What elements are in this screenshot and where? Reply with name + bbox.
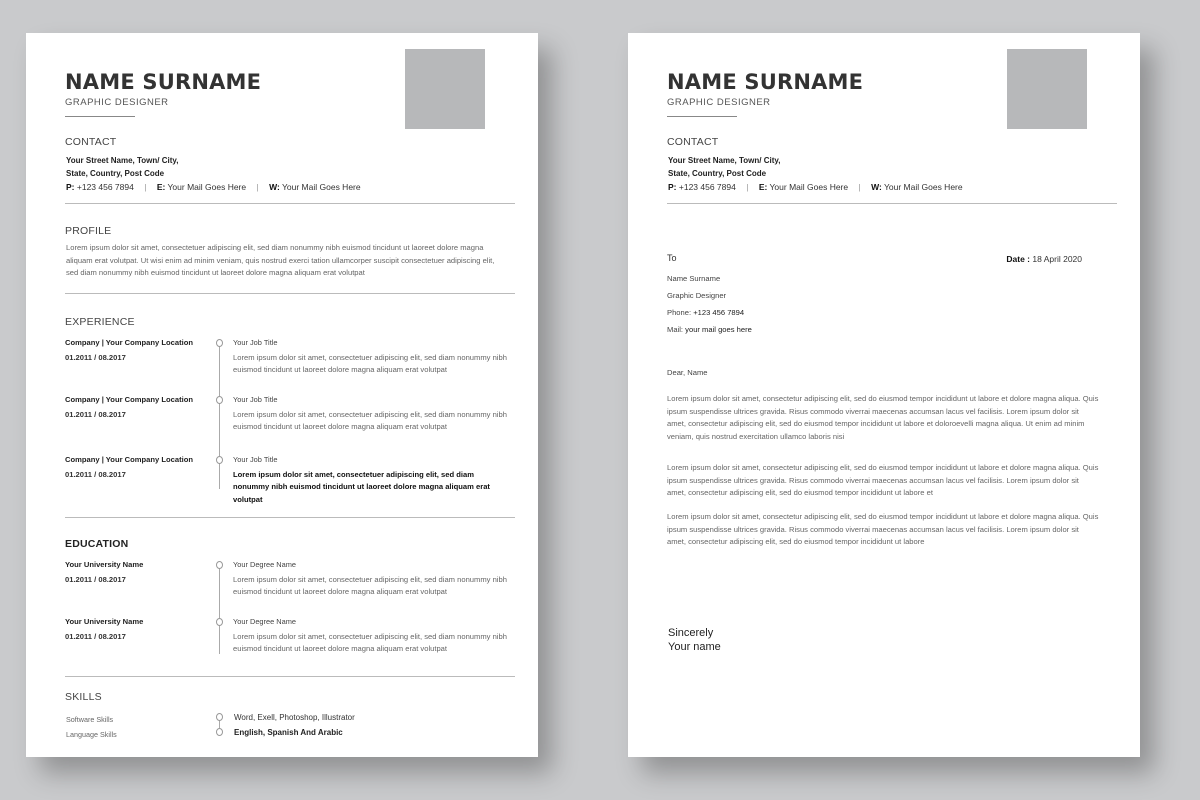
skill-value: Word, Exell, Photoshop, Illustrator bbox=[234, 713, 355, 722]
address-line-1: Your Street Name, Town/ City, bbox=[66, 156, 179, 165]
letter-paragraph: Lorem ipsum dolor sit amet, consectetur adipiscing elit, sed do eiusmod tempor incididunt ut labore et dolore magna aliqua. Quis ipsum suspendisse ultrices gravida. Risus commodo viverrai maecenas accumsan lacus vel facilisis. Lorem ipsum dolor sit amet, consectetur adipiscing elit, sed do eiusmod tempor incididunt ut labore et doloroevelli magna aliqua. Ut enim ad minim veniam, quis nostrud exercitation ullamco laboris nisi bbox=[667, 394, 1099, 441]
letter-name: NAME SURNAME bbox=[667, 70, 864, 94]
education-detail bbox=[233, 559, 508, 599]
letter-paragraph: Lorem ipsum dolor sit amet, consectetur adipiscing elit, sed do eiusmod tempor incididunt ut labore et dolore magna aliqua. Quis ipsum suspendisse ultrices gravida. Risus commodo viverrai maecenas accumsan lacus vel facilisis. Lorem ipsum dolor sit amet, consectetur adipiscing elit, sed do eiusmod tempor incididunt ut labore bbox=[667, 512, 1099, 546]
education-title: EDUCATION bbox=[65, 538, 129, 550]
education-item bbox=[65, 615, 143, 644]
degree-desc: Lorem ipsum dolor sit amet, consectetuer adipiscing elit, sed diam nonummy nibh euismod tincidunt ut laoreet dolore magna aliquam erat volutpat bbox=[233, 631, 507, 653]
experience-detail bbox=[233, 337, 508, 377]
role-underline bbox=[667, 116, 737, 117]
letter-paragraph: Lorem ipsum dolor sit amet, consectetur adipiscing elit, sed do eiusmod tempor incididunt ut labore et dolore magna aliqua. Quis ipsum suspendisse ultrices gravida. Risus commodo viverrai maecenas accumsan lacus vel facilisis. Lorem ipsum dolor sit amet, consectetur adipiscing elit, sed do eiusmod tempor incididunt ut labore et bbox=[667, 463, 1099, 497]
degree-desc: Lorem ipsum dolor sit amet, consectetuer adipiscing elit, sed diam nonummy nibh euismod tincidunt ut laoreet dolore magna aliquam erat volutpat bbox=[233, 574, 507, 596]
timeline-dot bbox=[216, 456, 223, 464]
address-line-1: Your Street Name, Town/ City, bbox=[668, 156, 781, 165]
degree: Your Degree Name bbox=[233, 560, 296, 569]
recipient-phone: Phone: +123 456 7894 bbox=[667, 308, 745, 317]
profile-title: PROFILE bbox=[65, 225, 112, 237]
experience-title: EXPERIENCE bbox=[65, 316, 135, 328]
phone-value: +123 456 7894 bbox=[76, 182, 134, 192]
to-label: To bbox=[667, 253, 677, 263]
divider bbox=[65, 676, 515, 677]
email-value: Your Mail Goes Here bbox=[769, 182, 849, 192]
date-label: Date : bbox=[1006, 254, 1030, 264]
address bbox=[668, 154, 780, 180]
skills-title: SKILLS bbox=[65, 691, 102, 703]
closing: Sincerely bbox=[668, 627, 714, 639]
dates: 01.2011 / 08.2017 bbox=[65, 470, 126, 479]
company: Company | Your Company Location bbox=[65, 395, 193, 404]
experience-item bbox=[65, 453, 193, 482]
web-label: W: bbox=[871, 182, 882, 192]
job-title: Your Job Title bbox=[233, 455, 278, 464]
email-value: Your Mail Goes Here bbox=[167, 182, 247, 192]
experience-detail bbox=[233, 454, 508, 506]
timeline-dot bbox=[216, 339, 223, 347]
web-value: Your Mail Goes Here bbox=[884, 182, 963, 192]
experience-item bbox=[65, 336, 193, 365]
experience-item bbox=[65, 393, 193, 422]
cover-letter-page bbox=[628, 33, 1140, 757]
letter-date bbox=[1006, 254, 1082, 264]
photo-placeholder bbox=[1007, 49, 1087, 129]
timeline-dot bbox=[216, 728, 223, 736]
contact-title: CONTACT bbox=[65, 136, 117, 148]
school: Your University Name bbox=[65, 560, 144, 569]
job-desc: Lorem ipsum dolor sit amet, consectetuer adipiscing elit, sed diam nonummy nibh euismod tincidunt ut laoreet dolore magna aliquam erat volutpat bbox=[233, 469, 490, 504]
dates: 01.2011 / 08.2017 bbox=[65, 410, 126, 419]
timeline-dot bbox=[216, 561, 223, 569]
experience-timeline bbox=[219, 343, 220, 489]
web-value: Your Mail Goes Here bbox=[282, 182, 361, 192]
photo-placeholder bbox=[405, 49, 485, 129]
profile-text: Lorem ipsum dolor sit amet, consectetuer adipiscing elit, sed diam nonummy nibh euismod tincidunt ut laoreet dolore magna aliquam erat volutpat. Ut wisi enim ad minim veniam, quis nostrud exerci tation ullamcorper suscipit consectetuer adipiscing elit, sed diam nonummy nibh euismod tincidunt ut laoreet dolore magna aliquam erat volutpat bbox=[66, 243, 495, 277]
address bbox=[66, 154, 178, 180]
education-timeline bbox=[219, 564, 220, 654]
recipient-block bbox=[667, 270, 752, 338]
job-desc: Lorem ipsum dolor sit amet, consectetuer adipiscing elit, sed diam nonummy nibh euismod tincidunt ut laoreet dolore magna aliquam erat volutpat bbox=[233, 409, 507, 431]
phone-value: +123 456 7894 bbox=[678, 182, 736, 192]
dates: 01.2011 / 08.2017 bbox=[65, 632, 126, 641]
skill-label: Language Skills bbox=[66, 730, 117, 739]
letter-role: GRAPHIC DESIGNER bbox=[667, 97, 771, 108]
divider bbox=[65, 517, 515, 518]
job-desc: Lorem ipsum dolor sit amet, consectetuer adipiscing elit, sed diam nonummy nibh euismod tincidunt ut laoreet dolore magna aliquam erat volutpat bbox=[233, 352, 507, 374]
recipient-name: Name Surname bbox=[667, 274, 721, 283]
company: Company | Your Company Location bbox=[65, 455, 193, 464]
web-label: W: bbox=[269, 182, 280, 192]
timeline-dot bbox=[216, 713, 223, 721]
skill-label: Software Skills bbox=[66, 715, 114, 724]
date-value: 18 April 2020 bbox=[1032, 254, 1082, 264]
degree: Your Degree Name bbox=[233, 617, 296, 626]
timeline-dot bbox=[216, 618, 223, 626]
recipient-mail: Mail: your mail goes here bbox=[667, 325, 752, 334]
salutation: Dear, Name bbox=[667, 368, 708, 377]
signature-name: Your name bbox=[668, 641, 721, 653]
divider bbox=[667, 203, 1117, 204]
company: Company | Your Company Location bbox=[65, 338, 193, 347]
timeline-dot bbox=[216, 396, 223, 404]
email-label: E: bbox=[758, 182, 768, 192]
job-title: Your Job Title bbox=[233, 395, 278, 404]
resume-role: GRAPHIC DESIGNER bbox=[65, 97, 169, 108]
divider bbox=[65, 293, 515, 294]
contact-line: P: +123 456 7894 | E: Your Mail Goes Here | W: Your Mail Goes Here bbox=[668, 182, 963, 192]
education-detail bbox=[233, 616, 508, 656]
skill-value: English, Spanish And Arabic bbox=[234, 728, 343, 737]
phone-label: P: bbox=[668, 182, 677, 192]
dates: 01.2011 / 08.2017 bbox=[65, 353, 126, 362]
address-line-2: State, Country, Post Code bbox=[668, 169, 767, 178]
contact-title: CONTACT bbox=[667, 136, 719, 148]
signature-block bbox=[668, 626, 721, 654]
address-line-2: State, Country, Post Code bbox=[66, 169, 165, 178]
dates: 01.2011 / 08.2017 bbox=[65, 575, 126, 584]
contact-line: P: +123 456 7894 | E: Your Mail Goes Here | W: Your Mail Goes Here bbox=[66, 182, 361, 192]
email-label: E: bbox=[156, 182, 166, 192]
education-item bbox=[65, 558, 143, 587]
divider bbox=[65, 203, 515, 204]
recipient-title: Graphic Designer bbox=[667, 291, 727, 300]
phone-label: P: bbox=[66, 182, 75, 192]
resume-name: NAME SURNAME bbox=[65, 70, 262, 94]
job-title: Your Job Title bbox=[233, 338, 278, 347]
experience-detail bbox=[233, 394, 508, 434]
resume-page bbox=[26, 33, 538, 757]
school: Your University Name bbox=[65, 617, 144, 626]
role-underline bbox=[65, 116, 135, 117]
